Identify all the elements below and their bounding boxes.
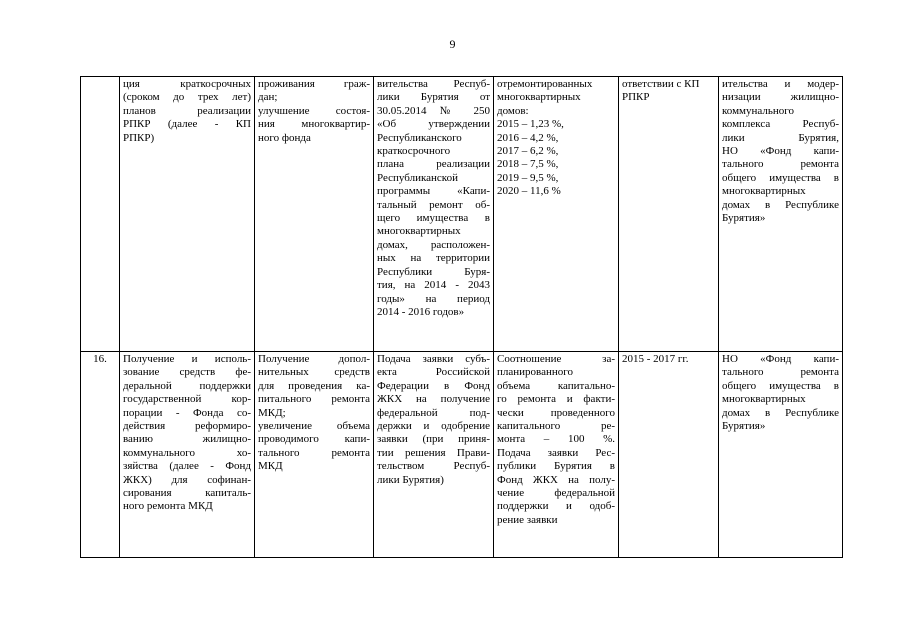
cell-line: МКД — [258, 460, 283, 473]
cell-line: тальный ремонт об- — [377, 198, 490, 211]
cell-line: лики Бурятия, — [722, 131, 839, 144]
cell-line: тального ремонта — [258, 446, 370, 459]
cell-line: ция краткосрочных — [123, 78, 251, 90]
cell-line: Республики Буря- — [377, 265, 490, 278]
executor-cell — [719, 352, 843, 558]
cell-line: ЖКХ) для софинан- — [123, 473, 251, 486]
cell-line: ного ремонта МКД — [123, 500, 213, 513]
cell-line: держки и одобрение — [377, 420, 490, 433]
row-number-cell — [81, 77, 120, 352]
cell-line: капитального ре- — [497, 420, 615, 433]
cell-line: дан; — [258, 91, 278, 104]
term-cell — [619, 352, 719, 558]
cell-line: тии решения Прави- — [377, 446, 490, 459]
cell-line: Подача заявки субъ- — [377, 353, 490, 365]
cell-line: Получение допол- — [258, 353, 370, 365]
page-number: 9 — [449, 37, 456, 51]
cell-line: чение федеральной — [497, 487, 615, 500]
cell-line: питального ремонта — [258, 393, 370, 406]
cell-line: домах в Республике — [722, 198, 839, 211]
mechanism-cell — [374, 77, 494, 352]
cell-line: 2017 – 6,2 %, — [497, 145, 559, 158]
cell-line: домов: — [497, 104, 529, 117]
cell-line: 2018 – 7,5 %, — [497, 158, 559, 171]
cell-line: 2015 – 1,23 %, — [497, 118, 564, 131]
cell-line: монта – 100 %. — [497, 433, 615, 446]
table-row — [81, 77, 843, 352]
cell-line: ного фонда — [258, 131, 311, 144]
cell-line: комплекса Респуб- — [722, 118, 839, 131]
cell-line: Соотношение за- — [497, 353, 615, 365]
cell-line: МКД; — [258, 406, 286, 419]
cell-line: деральной поддержки — [123, 379, 251, 392]
cell-line: 2020 – 11,6 % — [497, 185, 561, 198]
cell-line: го ремонта и факти- — [497, 393, 615, 406]
cell-line: краткосрочного — [377, 145, 451, 158]
cell-line: РПКР — [622, 91, 650, 104]
cell-line: тельством Респуб- — [377, 460, 490, 473]
cell-line: проживания граж- — [258, 78, 370, 90]
cell-line: низации жилищно- — [722, 91, 839, 104]
cell-line: 2016 – 4,2 %, — [497, 131, 559, 144]
cell-line: планированного — [497, 366, 573, 379]
cell-line: Федерации в Фонд — [377, 379, 490, 392]
cell-line: тального ремонта — [722, 366, 839, 379]
cell-line: НО «Фонд капи- — [722, 145, 839, 158]
cell-line: федеральной под- — [377, 406, 490, 419]
cell-line: коммунального — [722, 104, 794, 117]
program-table — [80, 76, 843, 558]
cell-line: РПКР) — [123, 131, 155, 144]
cell-line: государственной кор- — [123, 393, 251, 406]
cell-line: Республиканской — [377, 171, 458, 184]
cell-line: чески проведенного — [497, 406, 615, 419]
cell-line: щего имущества в — [377, 212, 490, 225]
cell-line: сирования капиталь- — [123, 487, 251, 500]
measure-cell — [120, 77, 255, 352]
cell-line: улучшение состоя- — [258, 104, 370, 117]
cell-line: 2014 - 2016 годов» — [377, 305, 465, 318]
executor-cell — [719, 77, 843, 352]
mechanism-cell — [374, 352, 494, 558]
cell-line: 30.05.2014 № 250 — [377, 104, 490, 117]
measure-cell — [120, 352, 255, 558]
cell-line: ных на территории — [377, 252, 490, 265]
cell-line: Бурятия» — [722, 420, 766, 433]
cell-line: ительства и модер- — [722, 78, 839, 90]
cell-line: НО «Фонд капи- — [722, 353, 839, 365]
cell-line: многоквартирных — [377, 225, 461, 238]
row-number-cell: 16. — [81, 352, 120, 558]
cell-line: многоквартирных — [722, 393, 806, 406]
cell-line: поддержки и одоб- — [497, 500, 615, 513]
cell-line: планов реализации — [123, 104, 251, 117]
indicator-cell — [494, 352, 619, 558]
cell-line: тия, на 2014 - 2043 — [377, 279, 490, 292]
cell-line: 2019 – 9,5 %, — [497, 171, 559, 184]
cell-line: ответствии с КП — [622, 78, 700, 90]
cell-line: «Об утверждении — [377, 118, 490, 131]
cell-line: общего имущества в — [722, 171, 839, 184]
cell-line: ванию жилищно- — [123, 433, 251, 446]
table-row — [81, 352, 843, 558]
cell-line: проводимого капи- — [258, 433, 370, 446]
cell-line: зование средств фе- — [123, 366, 251, 379]
cell-line: РПКР (далее - КП — [123, 118, 251, 131]
cell-line: публики Бурятия в — [497, 460, 615, 473]
cell-line: для проведения ка- — [258, 379, 370, 392]
cell-line: увеличение объема — [258, 420, 370, 433]
cell-line: нительных средств — [258, 366, 370, 379]
cell-line: вительства Респуб- — [377, 78, 490, 90]
cell-line: Республиканского — [377, 131, 462, 144]
cell-line: ЖКХ на получение — [377, 393, 490, 406]
cell-line: домах в Республике — [722, 406, 839, 419]
cell-line: рение заявки — [497, 513, 558, 526]
cell-line: 2015 - 2017 гг. — [622, 353, 689, 365]
term-cell — [619, 77, 719, 352]
cell-line: екта Российской — [377, 366, 490, 379]
cell-line: объема капитально- — [497, 379, 615, 392]
cell-line: общего имущества в — [722, 379, 839, 392]
cell-line: ния многоквартир- — [258, 118, 370, 131]
cell-line: коммунального хо- — [123, 446, 251, 459]
indicator-cell — [494, 77, 619, 352]
cell-line: многоквартирных — [497, 91, 581, 104]
cell-line: лики Бурятия от — [377, 91, 490, 104]
cell-line: лики Бурятия) — [377, 473, 444, 486]
cell-line: Получение и исполь- — [123, 353, 251, 365]
cell-line: домах, расположен- — [377, 238, 490, 251]
cell-line: Подача заявки Рес- — [497, 446, 615, 459]
cell-line: Бурятия» — [722, 212, 766, 225]
cell-line: программы «Капи- — [377, 185, 490, 198]
cell-line: отремонтированных — [497, 78, 593, 90]
cell-line: годы» на период — [377, 292, 490, 305]
cell-line: плана реализации — [377, 158, 490, 171]
cell-line: зяйства (далее - Фонд — [123, 460, 251, 473]
cell-line: порации - Фонда со- — [123, 406, 251, 419]
cell-line: (сроком до трех лет) — [123, 91, 251, 104]
cell-line: Фонд ЖКХ на полу- — [497, 473, 615, 486]
goal-cell — [255, 352, 374, 558]
cell-line: заявки (при приня- — [377, 433, 490, 446]
cell-line: многоквартирных — [722, 185, 806, 198]
cell-line: действия реформиро- — [123, 420, 251, 433]
goal-cell — [255, 77, 374, 352]
cell-line: тального ремонта — [722, 158, 839, 171]
